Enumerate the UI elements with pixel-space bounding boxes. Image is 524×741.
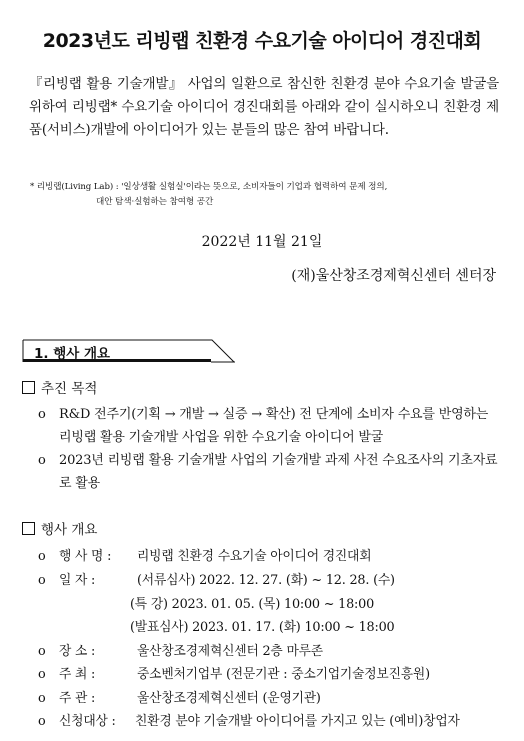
overview-date-presentation: (발표심사) 2023. 01. 17. (화) 10:00 ~ 18:00 — [130, 620, 395, 635]
purpose-item: o 2023년 리빙랩 활용 기술개발 사업의 기술개발 과제 사전 수요조사의 기초자료로 활용 — [38, 449, 504, 495]
overview-host: o 주 최 : 중소벤처기업부 (전문기관 : 중소기업기술정보진흥원) — [38, 664, 508, 686]
overview-event-name: o 행 사 명 : 리빙랩 친환경 수요기술 아이디어 경진대회 — [38, 546, 508, 568]
bullet-circle-icon: o — [38, 573, 46, 588]
footnote-line-2: 대안 탐색·실험하는 참여형 공간 — [96, 197, 214, 207]
purpose-subheading: 추진 목적 — [22, 377, 97, 397]
overview-subheading: 행사 개요 — [22, 518, 97, 538]
bullet-circle-icon: o — [38, 453, 46, 468]
overview-date: o 일 자 : (서류심사) 2022. 12. 27. (화) ~ 12. 28. (수) — [38, 570, 508, 592]
overview-place: o 장 소 : 울산창조경제혁신센터 2층 마루존 — [38, 641, 508, 663]
bullet-circle-icon: o — [38, 644, 46, 659]
intro-paragraph: 『리빙랩 활용 기술개발』 사업의 일환으로 참신한 친환경 분야 수요기술 발굴을 위하여 리빙랩* 수요기술 아이디어 경진대회를 아래와 같이 실시하오니 친환경 제품(서비스)개발에 아이디어가 있는 분들의 많은 참여 바랍니다. — [29, 76, 499, 138]
checkbox-square-icon — [22, 522, 35, 535]
section-heading-text: 1. 행사 개요 — [34, 346, 111, 362]
checkbox-square-icon — [22, 381, 35, 394]
document-title: 2023년도 리빙랩 친환경 수요기술 아이디어 경진대회 — [42, 30, 482, 52]
bullet-circle-icon: o — [38, 549, 46, 564]
announcement-date: 2022년 11월 21일 — [201, 234, 323, 250]
overview-date-lecture: (특 강) 2023. 01. 05. (목) 10:00 ~ 18:00 — [130, 597, 375, 612]
footnote — [30, 180, 504, 210]
footnote-line-1: * 리빙랩(Living Lab) : '일상생활 실험실'이라는 뜻으로, 소비자들이 기업과 협력하여 문제 정의, — [30, 182, 388, 192]
overview-target: o 신청대상 : 친환경 분야 기술개발 아이디어를 가지고 있는 (예비)창업자 — [38, 711, 508, 733]
section-heading — [22, 339, 234, 363]
purpose-item: o R&D 전주기(기획 → 개발 → 실증 → 확산) 전 단계에 소비자 수요를 반영하는 리빙랩 활용 기술개발 사업을 위한 수요기술 아이디어 발굴 — [38, 403, 504, 449]
bullet-circle-icon: o — [38, 667, 46, 682]
bullet-circle-icon: o — [38, 714, 46, 729]
bullet-circle-icon: o — [38, 407, 46, 422]
bullet-circle-icon: o — [38, 691, 46, 706]
organization-signature: (재)울산창조경제혁신센터 센터장 — [291, 268, 496, 284]
overview-organizer: o 주 관 : 울산창조경제혁신센터 (운영기관) — [38, 688, 508, 710]
